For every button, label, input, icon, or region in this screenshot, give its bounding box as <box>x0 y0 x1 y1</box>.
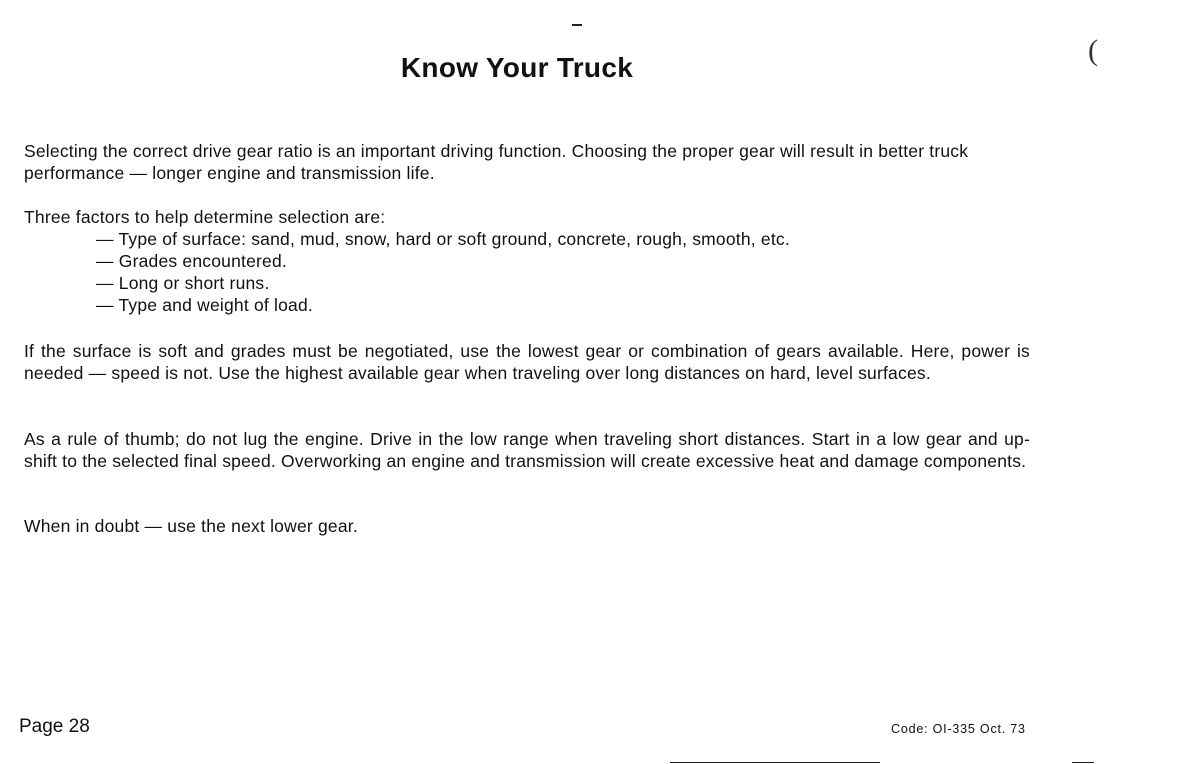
paragraph-soft-surface: If the surface is soft and grades must be negotiated, use the lowest gear or combination of gears available. Here, power is needed — speed is not. Use the highest available gear when traveling over long distances on hard, level surfaces. <box>24 341 1030 383</box>
list-item: — Type and weight of load. <box>96 295 313 315</box>
document-code: Code: OI-335 Oct. 73 <box>891 722 1026 736</box>
page-title: Know Your Truck <box>400 52 634 83</box>
paragraph-4-block <box>24 428 1030 472</box>
list-item: — Long or short runs. <box>96 273 270 293</box>
top-dash-mark <box>572 24 582 26</box>
paragraph-3-block <box>24 340 1030 384</box>
paragraph-rule-of-thumb: As a rule of thumb; do not lug the engine. Drive in the low range when traveling short distances. Start in a low gear and up-shift to the selected final speed. Overworking an engine and transmission will create excessive heat and damage components. <box>24 429 1030 471</box>
factors-intro: Three factors to help determine selection are: <box>24 207 386 227</box>
list-item: — Type of surface: sand, mud, snow, hard or soft ground, concrete, rough, smooth, etc. <box>96 229 790 249</box>
paragraph-intro: Selecting the correct drive gear ratio is an important driving function. Choosing the proper gear will result in better truck performance — longer engine and transmission life. <box>24 141 969 183</box>
margin-paren-mark: ( <box>1088 34 1098 67</box>
paragraph-1-block <box>24 140 1030 184</box>
factors-list <box>24 228 1030 316</box>
list-item: — Grades encountered. <box>96 251 287 271</box>
page-number: Page 28 <box>19 716 90 737</box>
factors-block <box>24 206 1030 316</box>
paragraph-5-block <box>24 515 1030 537</box>
bottom-rule <box>670 762 880 763</box>
paragraph-when-in-doubt: When in doubt — use the next lower gear. <box>24 516 358 536</box>
bottom-rule-short <box>1072 762 1094 763</box>
